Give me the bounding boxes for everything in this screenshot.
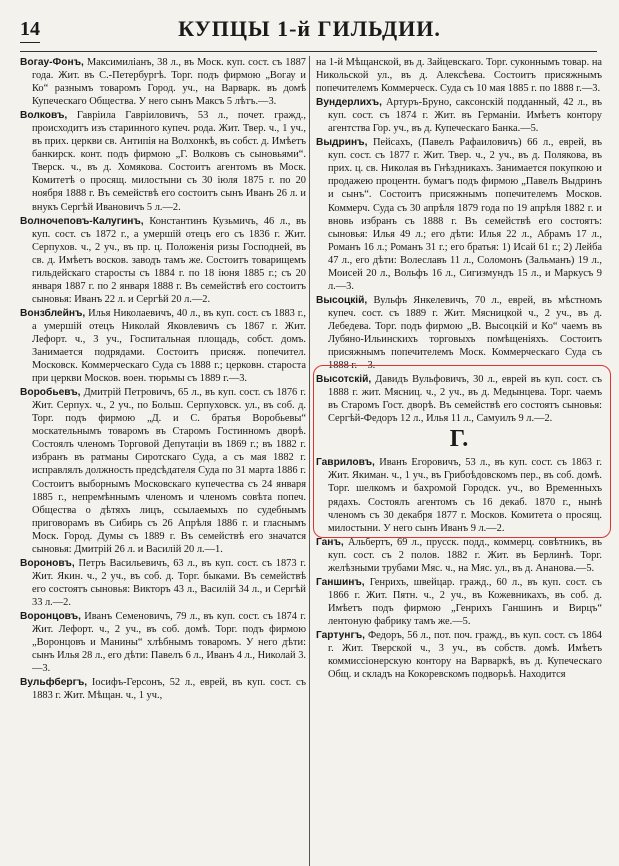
entry-surname: Вороновъ, <box>20 557 75 569</box>
entry-surname: Воронцовъ, <box>20 610 81 622</box>
entry-text: Давидъ Вульфовичъ, 30 л., еврей въ куп. сост. съ 1888 г. жит. Мясниц. ч., 2 уч., въ д. Медынцева. Торг. чаемъ въ Старомъ Гост. дворѣ. Въ семействѣ его состоятъ сыновья: Сергѣй-Федоръ 12 л., Илья 11 л., Самуилъ 9 л.—2. <box>328 374 602 425</box>
directory-entry <box>20 676 306 702</box>
entry-surname: Волночеповъ-Калугинъ, <box>20 215 144 227</box>
directory-entry <box>20 610 306 675</box>
entry-surname: Волковъ, <box>20 110 68 122</box>
directory-entry <box>316 629 602 681</box>
header-rule <box>20 51 597 52</box>
entry-text: на 1-й Мѣщанской, въ д. Зайцевскаго. Торг. суконнымъ товар. на Никольской ул., въ д. Алексѣева. Состоитъ присяжнымъ попечителемъ Коммерческ. Суда съ 10 мая 1885 г. по 1888 г.—3. <box>316 57 602 95</box>
entry-surname: Ганъ, <box>316 536 344 548</box>
entry-text: Альбертъ, 69 л., прусск. подд., коммерц. совѣтникъ, въ куп. сост. съ 2 полов. 1882 г. Жит. въ Берлинѣ. Торг. желѣзными трубами Мяс. ч., на Мяс. ул., въ д. Ананова.—5. <box>328 536 603 574</box>
section-letter: Г. <box>449 426 469 453</box>
entry-text: Іосифъ-Герсонъ, 52 л., еврей, въ куп. сост. съ 1883 г. Жит. Мѣщан. ч., 1 уч., <box>32 677 306 702</box>
entry-surname: Высотскій, <box>316 374 372 386</box>
directory-entry <box>316 96 602 135</box>
left-column <box>20 56 306 703</box>
entry-text: Пейсахъ, (Павелъ Рафаиловичъ) 66 л., еврей, въ куп. сост. съ 1877 г. Жит. Твер. ч., 2 уч., въ д. Полякова, въ прих. ц. св. Николая въ Гнѣздникахъ. Занимается покупкою и продажею процентн. бумагъ подъ фирмою „Павелъ Выдринъ и сынъ“. Состоитъ присяжнымъ попечителемъ Москов. Коммерч. Суда съ 30 апрѣля 1879 года по 19 апрѣля 1882 г. и вновь избранъ съ 1888 г. Въ семействѣ его состоятъ: сыновья: Илья 49 л.; его дѣти: Илья 22 л., Абрамъ 17 л., Романъ 16 л.; Романъ 31 г.; его братья: 1) Исай 61 г.; 2) Лейба 47 л., его дѣти: Волеславъ 11 л., Соломонъ (Зальманъ) 19 л., Моисей 20 л., Вольфъ 16 л., Сигизмундъ 15 л., и Маркусъ 9 л.—3. <box>328 137 602 292</box>
entry-text: Иванъ Егоровичъ, 53 л., въ куп. сост. съ 1863 г. Жит. Якиман. ч., 1 уч., въ Грибоѣдовскомъ пер., въ соб. домѣ. Торг. шелкомъ и бахромой Городск. уч., во Временныхъ рядахъ. Состоялъ агентомъ съ 16 декаб. 1870 г., нынѣ членомъ съ 30 декабря 1877 г. Москов. Комитета о просящ. милостыни. У него сынъ Иванъ 9 л.—2. <box>328 457 602 534</box>
page-header: КУПЦЫ 1-й ГИЛЬДИИ. <box>178 16 441 41</box>
column-divider <box>309 56 310 866</box>
entry-surname: Ганшинъ, <box>316 576 365 588</box>
directory-entry <box>20 215 306 306</box>
entry-text: Генрихъ, швейцар. гражд., 60 л., въ куп. сост. съ 1866 г. Жит. Пятн. ч., 2 уч., въ Кожевникахъ, въ соб. д. Имѣетъ подъ фирмою „Генрихъ Ганшинъ и Вирцъ“ лентоную фабрику тамъ же.—5. <box>328 576 602 627</box>
entry-surname: Высоцкій, <box>316 294 368 306</box>
entry-text: Петръ Васильевичъ, 63 л., въ куп. сост. съ 1873 г. Жит. Якин. ч., 2 уч., въ соб. д. Торг. быками. Въ семействѣ его состоятъ сыновья: Викторъ 43 л., Василій 34 л., и Сергѣй 33 л.—2. <box>32 557 306 608</box>
directory-entry <box>20 307 306 385</box>
directory-entry <box>316 373 602 425</box>
directory-entry <box>20 109 306 213</box>
directory-entry <box>316 536 602 575</box>
entry-surname: Вульфбергъ, <box>20 677 88 689</box>
entry-text: Федоръ, 56 л., пот. поч. гражд., въ куп. сост. съ 1864 г. Жит. Тверской ч., 3 уч., въ собств. домѣ. Имѣетъ коммиссіонерскую контору на Варваркѣ, въ д. Купеческаго Общ. и складъ на Кокоревскомъ подворьѣ. Находится <box>328 629 602 681</box>
entry-text: Илья Николаевичъ, 40 л., въ куп. сост. съ 1883 г., а умершій отецъ Николай Яковлевичъ съ 1867 г. Жит. Лефорт. ч., 3 уч., Госпитальная площадь, собст. домъ. Занимается подрядами. Состоитъ присяж. попечител. Московск. Коммерческаго Суда съ 1888 г.; церковн. староста при церкви Москов. воен. тюрьмы съ 1889 г.—3. <box>32 307 306 385</box>
entry-surname: Гартунгъ, <box>316 629 365 641</box>
directory-entry <box>316 456 602 534</box>
entry-surname: Выдринъ, <box>316 137 368 149</box>
entry-text: Константинъ Кузьмичъ, 46 л., въ куп. сост. съ 1872 г., а умершій отецъ его съ 1836 г. Жит. Серпухов. ч., 2 уч., въ пр. ц. Положенія ризы Господней, въ св. д. Имѣетъ восков. заводъ тамъ же. Состоитъ товарищемъ гильдейскаго старосты съ 1884 г. по 18 іюня 1885 г.; съ 20 января 1887 г. по 2 января 1888 г. Въ семействѣ его состоитъ сыновья: Иванъ 22 л. и Сергѣй 20 л.—2. <box>32 215 306 305</box>
entry-text: Вульфъ Янкелевичъ, 70 л., еврей, въ мѣстномъ купеч. сост. съ 1889 г. Жит. Мясницкой ч., 2 уч., въ д. Лебедева. Торг. подъ фирмою „В. Высоцкій и Ко“ чаемъ въ Лубяно-Ильинскихъ торговыхъ помѣщеніяхъ. Состоитъ присяжнымъ попечителемъ Моск. Коммерческаго Суда съ 1888 г.—3. <box>328 294 602 372</box>
entry-surname: Воробьевъ, <box>20 387 81 399</box>
entry-text: Иванъ Семеновичъ, 79 л., въ куп. сост. съ 1874 г. Жит. Лефорт. ч., 2 уч., въ соб. домѣ. Торг. подъ фирмою „Воронцовъ и Манины“ хлѣбнымъ товаромъ. У него дѣти: сынъ Илья 28 л., его дѣти: Павелъ 6 л., Иванъ 4 л., Николай 3.—3. <box>32 610 306 675</box>
entry-text: Максимиліанъ, 38 л., въ Моск. куп. сост. съ 1887 года. Жит. въ С.-Петербургѣ. Торг. подъ фирмою „Вогау и Ко“ разнымъ товаромъ Город. уч., на Варварк. въ домѣ Купеческаго Общества. У него сынъ Максъ 5 лѣтъ.—3. <box>32 57 306 108</box>
entry-surname: Гавриловъ, <box>316 457 375 469</box>
entry-text: Артуръ-Бруно, саксонскій подданный, 42 л., въ куп. сост. съ 1874 г. Жит. въ Германіи. Имѣетъ контору агентства Гор. уч., въ д. Купеческаго Банка.—5. <box>328 97 602 135</box>
entry-surname: Вонзблейнъ, <box>20 307 86 319</box>
right-column <box>316 56 602 682</box>
directory-entry <box>316 576 602 628</box>
entry-surname: Вундерлихъ, <box>316 97 382 109</box>
directory-entry <box>316 56 602 95</box>
directory-entry <box>20 56 306 108</box>
directory-entry <box>20 557 306 609</box>
entry-surname: Вогау-Фонъ, <box>20 57 84 68</box>
directory-entry <box>20 386 306 556</box>
entry-text: Гавріила Гавріиловичъ, 53 л., почет. гражд., происходитъ изъ старинного купеч. рода. Жит. Твер. ч., 1 уч., въ прих. церкви св. Антипія на Волхонкѣ, въ собст. д. Имѣетъ банкирск. конт. подъ фирмою „Г. Волковъ съ сыновьями“. Тверск. ч., въ д. Хомякова. Состоитъ агентомъ въ Моск. Комитетѣ о просящ. милостыни съ 30 іюля 1875 г. по 20 ноября 1888 г. Въ семействѣ его состоитъ сынъ Иванъ 26 л. и внукъ Сергѣй Ивановичъ 5 л.—2. <box>32 110 306 213</box>
directory-entry <box>316 294 602 372</box>
directory-entry <box>316 136 602 293</box>
entry-text: Дмитрій Петровичъ, 65 л., въ куп. сост. съ 1876 г. Жит. Серпух. ч., 2 уч., по Больш. Серпуховск. ул., въ соб. д. Торг. подъ фирмою „Д. и С. братья Воробьевы“ москательнымъ товаромъ въ Старомъ Гостинномъ дворѣ. Состоялъ членомъ Торговой Депутаціи въ 1869 г.; въ 1882 г. избранъ въ ратманы Сиротскаго Суда, а съ мая 1882 г. исправлялъ должность предсѣдателя Суда по 31 марта 1886 г. Состоитъ выборнымъ Московскаго купечества съ 24 января 1885 г., непремѣннымъ членомъ и членомъ совѣта попеч. Общества о дѣтяхъ лицъ, ссылаемыхъ по судебнымъ приговорамъ въ Сибирь съ 26 Апрѣля 1886 г. и гласнымъ Моск. Город. Думы съ 1889 г. Въ семействѣ его значатся сыновья: Дмитрій 26 л. и Василій 20 л.—1. <box>32 387 306 555</box>
page-number: 14 <box>20 18 40 43</box>
